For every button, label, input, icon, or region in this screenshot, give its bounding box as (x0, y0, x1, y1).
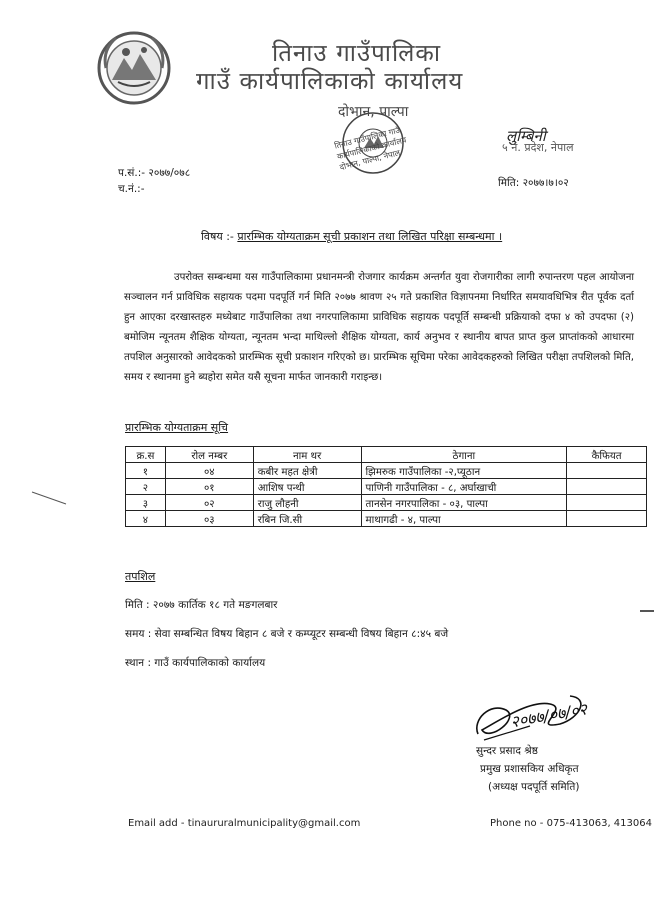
cell-name: राजु लौहनी (253, 495, 361, 511)
header-name: नाम थर (253, 447, 361, 463)
exam-place-line: स्थान : गाउँ कार्यपालिकाको कार्यालय (125, 657, 266, 669)
cell-address: झिमरुक गाउँपालिका -२,प्यूठान (361, 463, 567, 479)
signature-date-handwritten: २०७७/०७/०२ (509, 699, 589, 732)
signatory-name: सुन्दर प्रसाद श्रेष्ठ (476, 745, 538, 757)
cell-remarks (567, 479, 647, 495)
cell-address: पाणिनी गाउँपालिका - ८, अर्घाखाची (361, 479, 567, 495)
table-caption: प्रारम्भिक योग्यताक्रम सूचि (125, 421, 229, 434)
footer-email: Email add - tinaururalmunicipality@gmail.com (128, 818, 361, 829)
cell-remarks (567, 463, 647, 479)
table-row (126, 511, 647, 527)
cell-roll: ०२ (165, 495, 253, 511)
stamp-text: तिनाउ गाउँपालिका गाउँ कार्यपालिकाको कार्यालय दोभान, पाल्पा, नेपाल (333, 125, 408, 172)
signatory-designation: प्रमुख प्रशासकिय अधिकृत (480, 763, 579, 775)
cell-roll: ०४ (165, 463, 253, 479)
cell-sn: २ (126, 479, 166, 495)
cell-address: माथागढी - ४, पाल्पा (361, 511, 567, 527)
scan-mark-right (640, 610, 654, 612)
government-emblem-icon (96, 30, 172, 106)
body-text: उपरोक्त सम्बन्धमा यस गाउँपालिकामा प्रधानमन्त्री रोजगार कार्यक्रम अन्तर्गत युवा रोजगारीका लागी रुपान्तरण पहल आयोजना सञ्चालन गर्न प्राविधिक सहायक पदमा पदपूर्ति गर्न मिति २०७७ श्रावण २५ गते प्रकाशित विज्ञापनमा निर्धारित समयावधिभित्र रीत पूर्वक दर्ता हुन आएका दरखास्तहरु मध्येबाट गाउँपालिका तथा नगरपालिकामा प्राविधिक सहायक पदपूर्ति सम्बन्धी प्रक्रियाको दफा ४ को उपदफा (२) बमोजिम न्यूनतम शैक्षिक योग्यता, न्यूनतम भन्दा माथिल्लो शैक्षिक योग्यता, कार्य अनुभव र स्थानीय बापत प्राप्त कुल प्राप्तांकको आधारमा तपशिल अनुसारको आवेदकको प्रारम्भिक सूची प्रकाशन गरिएको छ। प्रारम्भिक सूचिमा परेका आवेदकहरुको लिखित परीक्षा तपशिलको मिति, समय र स्थानमा हुने ब्यहोरा समेत यसै सूचना मार्फत जानकारी गराइन्छ। (124, 272, 634, 383)
candidate-table (125, 446, 647, 527)
cell-sn: ३ (126, 495, 166, 511)
exam-date-line: मिति : २०७७ कार्तिक १८ गते मङगलबार (125, 599, 278, 611)
cell-sn: १ (126, 463, 166, 479)
cell-remarks (567, 495, 647, 511)
body-paragraph (124, 268, 634, 388)
subject-text: प्रारम्भिक योग्यताक्रम सूची प्रकाशन तथा लिखित परिक्षा सम्बन्धमा । (237, 230, 503, 243)
cell-roll: ०१ (165, 479, 253, 495)
header-roll: रोल नम्बर (165, 447, 253, 463)
office-address: दोभान, पाल्पा (338, 104, 409, 120)
exam-time-line: समय : सेवा सम्बन्धित विषय बिहान ८ बजे र कम्प्यूटर सम्बन्धी विषय बिहान ८:४५ बजे (125, 628, 449, 640)
province-printed: ५ नं. प्रदेश, नेपाल (502, 141, 574, 154)
office-title-line2: गाउँ कार्यपालिकाको कार्यालय (196, 67, 464, 95)
header-sn: क्र.स (126, 447, 166, 463)
subject-label: विषय :- (201, 230, 234, 243)
table-row (126, 479, 647, 495)
letter-date: मिति: २०७७।७।०२ (498, 177, 569, 189)
cell-name: रबिन जि.सी (253, 511, 361, 527)
subject-line (201, 229, 502, 244)
chalani-number: च.नं.:- (118, 183, 145, 195)
cell-sn: ४ (126, 511, 166, 527)
table-header-row (126, 447, 647, 463)
table-row (126, 495, 647, 511)
cell-name: कबीर महत क्षेत्री (253, 463, 361, 479)
patra-sankhya: प.सं.:- २०७७/०७८ (118, 167, 191, 179)
cell-roll: ०३ (165, 511, 253, 527)
cell-address: तानसेन नगरपालिका - ०३, पाल्पा (361, 495, 567, 511)
office-title-line1: तिनाउ गाउँपालिका (272, 39, 442, 67)
scan-mark-left (30, 488, 70, 508)
table-row (126, 463, 647, 479)
tapsil-heading: तपशिल (125, 570, 156, 583)
province-handwritten: लुम्बिनी (506, 127, 546, 145)
footer-phone: Phone no - 075-413063, 413064 (490, 818, 652, 829)
header-address: ठेगाना (361, 447, 567, 463)
cell-remarks (567, 511, 647, 527)
header-remarks: कैफियत (567, 447, 647, 463)
signatory-role: (अध्यक्ष पदपूर्ति समिति) (488, 781, 580, 793)
cell-name: आशिष पन्थी (253, 479, 361, 495)
